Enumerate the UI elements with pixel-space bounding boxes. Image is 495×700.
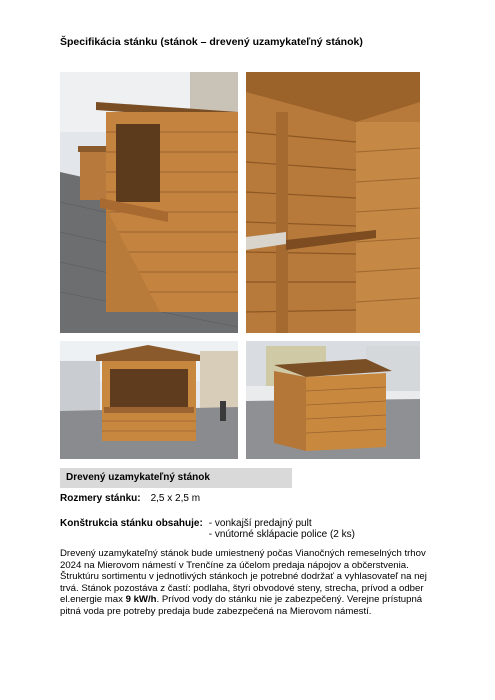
page-title: Špecifikácia stánku (stánok – drevený uzamykateľný stánok) bbox=[60, 36, 363, 48]
photo-stall-interior bbox=[246, 72, 420, 333]
construction-list bbox=[209, 518, 355, 540]
description-text: Drevený uzamykateľný stánok bude umiestnený počas Vianočných remeselných trhov 2024 na Mierovom námestí v Trenčíne za účelom predaja nápojov a občerstvenia. Štruktúru sortimentu v jednotlivých stánkoch je potrebné dodržať a vyhlasovateľ na nej trvá. Stánok pozostáva z častí: podlaha, štyri obvodové steny, strecha, prívod a odber el.energie max bbox=[60, 548, 427, 606]
construction-row bbox=[60, 518, 440, 540]
description-paragraph bbox=[60, 548, 432, 618]
size-label: Rozmery stánku: bbox=[60, 493, 141, 504]
power-limit: 9 kW/h bbox=[125, 594, 157, 606]
size-row bbox=[60, 493, 200, 504]
photo-stall-closed bbox=[246, 341, 420, 459]
photo-stall-front bbox=[60, 341, 238, 459]
size-value: 2,5 x 2,5 m bbox=[150, 493, 201, 504]
description-text-end: . Prívod vody do stánku nie je zabezpečený. Verejne prístupná pitná voda pre potreby predaja bude zabezpečená na Mierovom námestí. bbox=[60, 594, 423, 617]
section-header: Drevený uzamykateľný stánok bbox=[60, 468, 292, 488]
photo-stall-street bbox=[60, 72, 238, 333]
construction-item: - vnútorné sklápacie police (2 ks) bbox=[208, 529, 355, 540]
construction-label: Konštrukcia stánku obsahuje: bbox=[60, 518, 203, 529]
construction-item: - vonkajší predajný pult bbox=[208, 518, 312, 529]
